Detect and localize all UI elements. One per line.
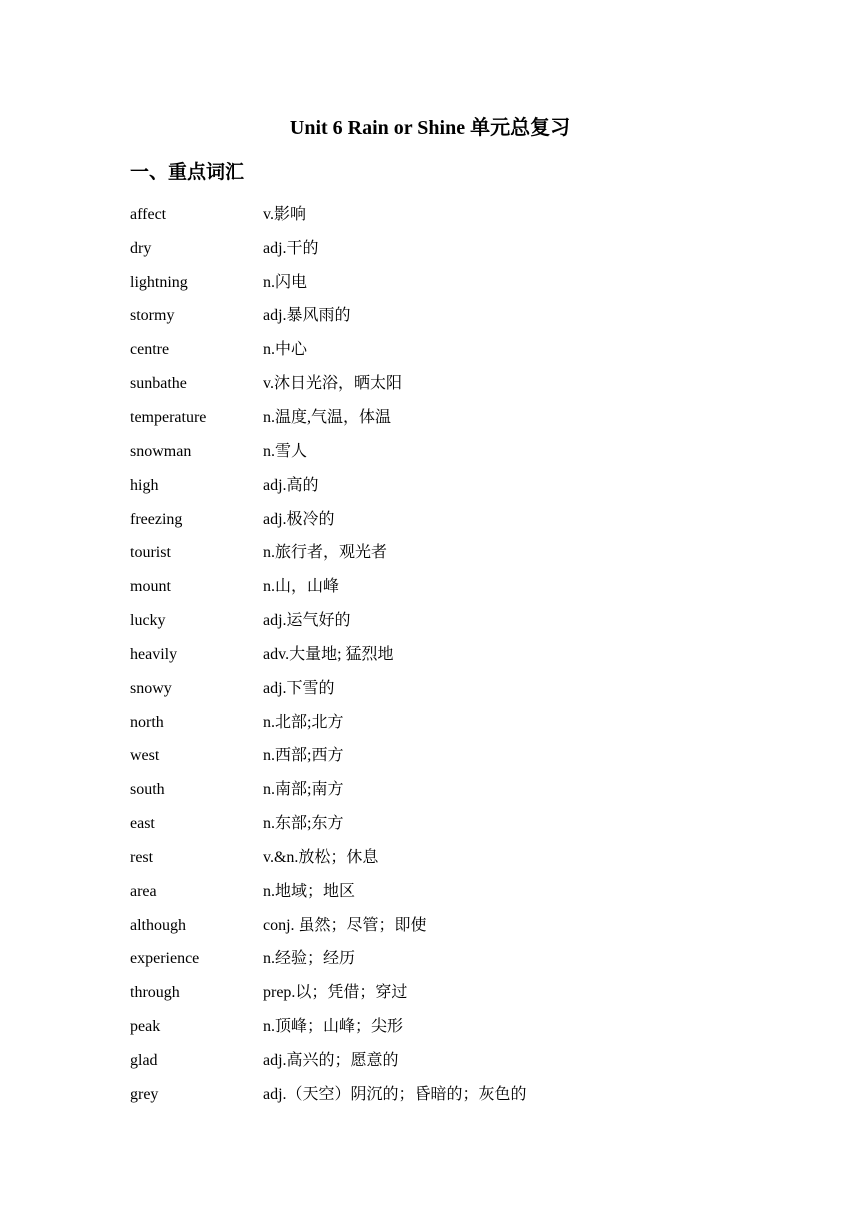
vocabulary-word: south [130, 781, 165, 799]
page-title: Unit 6 Rain or Shine 单元总复习 [289, 117, 571, 139]
vocabulary-row [130, 706, 770, 740]
vocabulary-word: affect [130, 205, 167, 223]
vocabulary-row [130, 638, 770, 672]
vocabulary-word: high [130, 476, 159, 494]
vocabulary-row [130, 943, 770, 977]
vocabulary-word: sunbathe [130, 375, 187, 393]
vocabulary-meaning: adj.高的 [263, 476, 319, 494]
vocabulary-meaning: n.南部;南方 [263, 781, 344, 799]
vocabulary-word: experience [130, 950, 200, 968]
vocabulary-word: lucky [130, 612, 166, 630]
vocabulary-row [130, 435, 770, 469]
vocabulary-word: north [130, 713, 164, 731]
vocabulary-row [130, 198, 770, 232]
vocabulary-meaning: adj.暴风雨的 [263, 307, 351, 325]
vocabulary-word: glad [130, 1052, 158, 1070]
vocabulary-meaning: n.雪人 [263, 442, 308, 460]
vocabulary-meaning: n.旅行者，观光者 [263, 544, 388, 562]
vocabulary-row [130, 875, 770, 909]
vocabulary-word: grey [130, 1085, 159, 1103]
vocabulary-meaning: n.地域；地区 [263, 882, 356, 900]
section-heading: 一、重点词汇 [130, 162, 245, 183]
vocabulary-row [130, 570, 770, 604]
vocabulary-row [130, 807, 770, 841]
vocabulary-meaning: n.山，山峰 [263, 578, 340, 596]
vocabulary-word: east [130, 815, 155, 833]
vocabulary-word: heavily [130, 645, 178, 663]
vocabulary-word: area [130, 882, 157, 900]
vocabulary-row [130, 1044, 770, 1078]
vocabulary-word: freezing [130, 510, 183, 528]
vocabulary-row [130, 909, 770, 943]
vocabulary-meaning: prep.以；凭借；穿过 [263, 984, 408, 1002]
vocabulary-meaning: adj.运气好的 [263, 612, 351, 630]
vocabulary-row [130, 976, 770, 1010]
vocabulary-meaning: adj.（天空）阴沉的；昏暗的；灰色的 [263, 1085, 527, 1103]
vocabulary-word: although [130, 916, 186, 934]
vocabulary-row [130, 604, 770, 638]
vocabulary-meaning: v.沐日光浴，晒太阳 [263, 375, 402, 393]
vocabulary-row [130, 300, 770, 334]
vocabulary-meaning: adj.极冷的 [263, 510, 335, 528]
vocabulary-meaning: n.东部;东方 [263, 815, 344, 833]
vocabulary-word: through [130, 984, 180, 1002]
vocabulary-meaning: n.经验；经历 [263, 950, 356, 968]
vocabulary-word: temperature [130, 408, 207, 426]
vocabulary-row [130, 841, 770, 875]
vocabulary-row [130, 773, 770, 807]
vocabulary-word: tourist [130, 544, 171, 562]
vocabulary-meaning: adj.干的 [263, 239, 319, 257]
vocabulary-meaning: v.&n.放松；休息 [263, 848, 379, 866]
vocabulary-word: snowman [130, 442, 192, 460]
vocabulary-row [130, 401, 770, 435]
vocabulary-meaning: adv.大量地; 猛烈地 [263, 645, 394, 663]
vocabulary-word: west [130, 747, 160, 765]
vocabulary-row [130, 1010, 770, 1044]
vocabulary-meaning: adj.下雪的 [263, 679, 335, 697]
vocabulary-word: dry [130, 239, 152, 257]
vocabulary-meaning: v.影响 [263, 205, 306, 223]
vocabulary-row [130, 367, 770, 401]
vocabulary-row [130, 469, 770, 503]
vocabulary-row [130, 536, 770, 570]
vocabulary-word: peak [130, 1018, 161, 1036]
vocabulary-meaning: n.西部;西方 [263, 747, 344, 765]
vocabulary-meaning: n.北部;北方 [263, 713, 344, 731]
vocabulary-meaning: n.闪电 [263, 273, 308, 291]
vocabulary-row [130, 232, 770, 266]
vocabulary-row [130, 672, 770, 706]
vocabulary-meaning: conj. 虽然；尽管；即使 [263, 916, 427, 934]
vocabulary-word: snowy [130, 679, 172, 697]
vocabulary-row [130, 740, 770, 774]
vocabulary-list [130, 198, 770, 1112]
vocabulary-word: rest [130, 848, 154, 866]
vocabulary-meaning: n.温度,气温，体温 [263, 408, 392, 426]
vocabulary-word: lightning [130, 273, 188, 291]
vocabulary-meaning: n.顶峰；山峰；尖形 [263, 1018, 404, 1036]
vocabulary-row [130, 333, 770, 367]
vocabulary-row [130, 266, 770, 300]
vocabulary-word: mount [130, 578, 171, 596]
vocabulary-meaning: n.中心 [263, 341, 308, 359]
vocabulary-row [130, 1078, 770, 1112]
vocabulary-word: stormy [130, 307, 175, 325]
vocabulary-meaning: adj.高兴的；愿意的 [263, 1052, 399, 1070]
vocabulary-word: centre [130, 341, 170, 359]
vocabulary-row [130, 503, 770, 537]
